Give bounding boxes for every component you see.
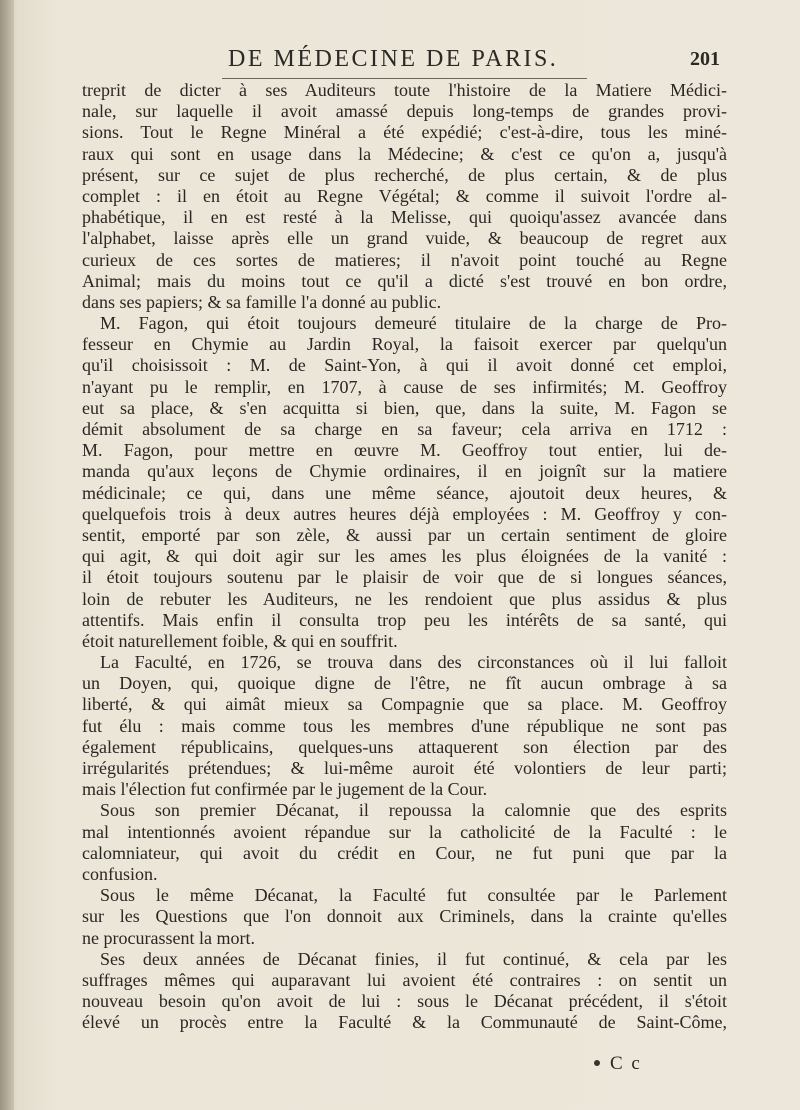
text-line: irrégularités prétendues; & lui-même auroit été volontiers de leur parti; bbox=[82, 758, 727, 778]
ink-dot bbox=[594, 1060, 600, 1066]
body-text bbox=[82, 80, 727, 1033]
text-line: M. Fagon, qui étoit toujours demeuré titulaire de la charge de Pro- bbox=[100, 313, 727, 334]
text-line: nale, sur laquelle il avoit amassé depuis long-temps de grandes provi- bbox=[82, 101, 727, 122]
text-line: Sous le même Décanat, la Faculté fut consultée par le Parlement bbox=[100, 885, 727, 906]
text-line: complet : il en étoit au Regne Végétal; & comme il suivoit l'ordre al- bbox=[82, 185, 727, 206]
header-rule bbox=[222, 78, 587, 79]
text-line: médicinale; ce qui, dans une même séance, ajoutoit deux heures, & bbox=[82, 482, 727, 503]
text-line: treprit de dicter à ses Auditeurs toute l'histoire de la Matiere Médici- bbox=[82, 80, 727, 100]
text-line: présent, sur ce sujet de plus recherché, de plus certain, & de plus bbox=[82, 164, 727, 185]
text-line: élevé un procès entre la Faculté & la Communauté de Saint-Côme, bbox=[82, 1012, 727, 1033]
page-header bbox=[200, 46, 720, 76]
text-line: confusion. bbox=[82, 863, 158, 884]
text-line: nouveau besoin qu'on avoit de lui : sous le Décanat précédent, il s'étoit bbox=[82, 991, 727, 1012]
text-line: loin de rebuter les Auditeurs, ne les rendoient que plus assidus & plus bbox=[82, 588, 727, 609]
text-line: sions. Tout le Regne Minéral a été expédié; c'est-à-dire, tous les miné- bbox=[82, 122, 727, 143]
text-line: raux qui sont en usage dans la Médecine; & c'est ce qu'on a, jusqu'à bbox=[82, 143, 727, 164]
text-line: il étoit toujours soutenu par le plaisir de voir que de si longues séances, bbox=[82, 567, 727, 588]
signature-mark: C c bbox=[610, 1053, 642, 1074]
text-line: mais l'élection fut confirmée par le jugement de la Cour. bbox=[82, 779, 488, 800]
text-line: La Faculté, en 1726, se trouva dans des circonstances où il lui falloit bbox=[100, 652, 727, 673]
text-line: eut sa place, & s'en acquitta si bien, que, dans la suite, M. Fagon se bbox=[82, 397, 727, 418]
text-line: n'ayant pu le remplir, en 1707, à cause de ses infirmités; M. Geoffroy bbox=[82, 376, 727, 397]
text-line: sur les Questions que l'on donnoit aux Criminels, dans la crainte qu'elles bbox=[82, 906, 727, 927]
text-line: quelquefois trois à deux autres heures déjà employées : M. Geoffroy y con- bbox=[82, 503, 727, 524]
text-line: manda qu'aux leçons de Chymie ordinaires, il en joignît sur la matiere bbox=[82, 461, 727, 482]
text-line: M. Fagon, pour mettre en œuvre M. Geoffroy tout entier, lui de- bbox=[82, 440, 727, 461]
text-line: curieux de ces sortes de matieres; il n'avoit point touché au Regne bbox=[82, 249, 727, 270]
text-line: dans ses papiers; & sa famille l'a donné au public. bbox=[82, 291, 442, 312]
page-number: 201 bbox=[690, 48, 720, 70]
text-line: l'alphabet, laisse après elle un grand vuide, & beaucoup de regret aux bbox=[82, 228, 727, 249]
text-line: liberté, & qui aimât mieux sa Compagnie que sa place. M. Geoffroy bbox=[82, 694, 727, 715]
text-line: calomniateur, qui avoit du crédit en Cour, ne fut puni que par la bbox=[82, 842, 727, 863]
text-line: sentit, emporté par son zèle, & aussi par un certain sentiment de gloire bbox=[82, 524, 727, 545]
text-line: démit absolument de sa charge en sa faveur; cela arriva en 1712 : bbox=[82, 419, 727, 439]
text-line: phabétique, il en est resté à la Melisse, qui quoiqu'assez avancée dans bbox=[82, 207, 727, 228]
text-line: suffrages mêmes qui auparavant lui avoient été contraires : on sentit un bbox=[82, 969, 727, 990]
text-line: qui agit, & qui doit agir sur les ames les plus éloignées de la vanité : bbox=[82, 546, 727, 567]
text-line: étoit naturellement foible, & qui en souffrit. bbox=[82, 630, 398, 651]
text-line: Animal; mais du moins tout ce qu'il a dicté s'est trouvé en bon ordre, bbox=[82, 270, 727, 291]
text-line: Sous son premier Décanat, il repoussa la calomnie que des esprits bbox=[100, 800, 727, 821]
text-line: Ses deux années de Décanat finies, il fut continué, & cela par les bbox=[100, 948, 727, 969]
text-line: mal intentionnés avoient répandue sur la catholicité de la Faculté : le bbox=[82, 821, 727, 842]
text-line: qu'il choisissoit : M. de Saint-Yon, à qui il avoit donné cet emploi, bbox=[82, 355, 727, 376]
running-title: DE MÉDECINE DE PARIS. bbox=[228, 46, 559, 72]
text-line: fut élu : mais comme tous les membres d'une république ne sont pas bbox=[82, 715, 727, 736]
text-line: fesseur en Chymie au Jardin Royal, la faisoit exercer par quelqu'un bbox=[82, 334, 727, 355]
text-line: également républicains, quelques-uns attaquerent son élection par des bbox=[82, 736, 727, 757]
text-line: attentifs. Mais enfin il consulta trop peu les intérêts de sa santé, qui bbox=[82, 609, 727, 630]
text-line: ne procurassent la mort. bbox=[82, 927, 255, 948]
text-line: un Doyen, qui, quoique digne de l'être, ne fît aucun ombrage à sa bbox=[82, 673, 727, 694]
page-gutter bbox=[0, 0, 14, 1110]
